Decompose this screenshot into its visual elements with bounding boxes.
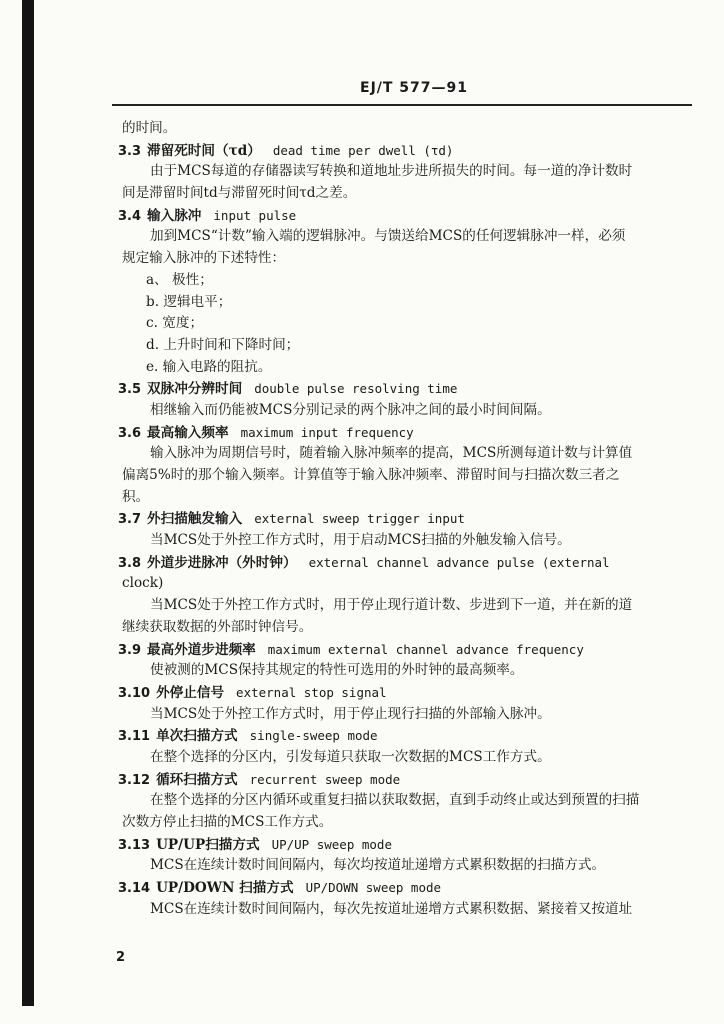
term-chinese: 最高外道步进频率 — [147, 641, 256, 658]
term-english: maximum input frequency — [240, 424, 414, 440]
term-english: external stop signal — [236, 684, 387, 700]
paragraph-line: 输入脉冲为周期信号时，随着输入脉冲频率的提高，MCS所测每道计数与计算值 — [150, 445, 633, 462]
term-english: dead time per dwell (τd) — [272, 142, 454, 158]
term-heading — [118, 877, 688, 899]
term-chinese: 滞留死时间（τd） — [147, 142, 261, 159]
term-heading — [118, 552, 688, 574]
term-english: recurrent sweep mode — [249, 771, 401, 787]
paragraph-line: MCS在连续计数时间间隔内，每次先按道址递增方式累积数据、紧接着又按道址 — [150, 900, 633, 917]
term-heading — [118, 508, 688, 530]
header-rule — [112, 104, 692, 106]
list-item: c. 宽度； — [146, 315, 204, 332]
paragraph-line: 相继输入而仍能被MCS分别记录的两个脉冲之间的最小时间间隔。 — [150, 401, 551, 418]
term-chinese: UP/DOWN 扫描方式 — [156, 880, 294, 897]
term-number: 3.12 — [118, 772, 151, 788]
term-chinese: 输入脉冲 — [147, 207, 202, 224]
term-number: 3.9 — [118, 642, 142, 658]
list-item: a、 极性； — [146, 271, 213, 288]
standard-code: EJ/T 577—91 — [360, 80, 469, 96]
paragraph-line: MCS在连续计数时间间隔内，每次均按道址递增方式累积数据的扫描方式。 — [150, 857, 606, 874]
term-heading — [118, 422, 688, 444]
term-english: UP/DOWN sweep mode — [305, 880, 442, 896]
term-chinese: 单次扫描方式 — [156, 728, 238, 745]
term-chinese: 外扫描触发输入 — [147, 511, 243, 528]
term-english: UP/UP sweep mode — [271, 836, 392, 852]
term-heading — [118, 769, 688, 791]
paragraph-line: 的时间。 — [122, 120, 177, 136]
list-item: d. 上升时间和下降时间； — [146, 336, 300, 353]
term-english: single-sweep mode — [249, 728, 378, 744]
term-number: 3.4 — [118, 208, 142, 224]
term-number: 3.8 — [118, 555, 142, 571]
paragraph-line: 在整个选择的分区内循环或重复扫描以获取数据，直到手动终止或达到预置的扫描 — [150, 792, 640, 809]
binding-edge — [22, 0, 34, 1006]
term-chinese: 外停止信号 — [156, 684, 225, 701]
term-number: 3.5 — [118, 382, 142, 398]
term-chinese: UP/UP扫描方式 — [156, 836, 260, 853]
paragraph-line: 偏离5%时的那个输入频率。计算值等于输入脉冲频率、滞留时间与扫描次数三者之 — [122, 467, 620, 483]
term-heading — [118, 725, 688, 747]
paragraph-line: 间是滞留时间td与滞留死时间τd之差。 — [122, 185, 357, 202]
term-number: 3.6 — [118, 425, 142, 441]
document-body — [118, 118, 688, 920]
term-number: 3.11 — [118, 729, 151, 745]
paragraph-line: 使被测的MCS保持其规定的特性可选用的外时钟的最高频率。 — [150, 662, 524, 679]
term-english: maximum external channel advance frequency — [267, 641, 584, 657]
term-english: external sweep trigger input — [254, 511, 465, 527]
paragraph-line: 继续获取数据的外部时钟信号。 — [122, 618, 313, 635]
term-heading — [118, 140, 688, 162]
paragraph-line: 由于MCS每道的存储器读写转换和道地址步进所损失的时间。每一道的净计数时 — [150, 163, 633, 180]
paragraph-line: 规定输入脉冲的下述特性： — [122, 250, 286, 267]
list-item: b. 逻辑电平； — [146, 293, 232, 310]
paragraph-line: 当MCS处于外控工作方式时，用于停止现行扫描的外部输入脉冲。 — [150, 705, 551, 722]
page-header — [0, 80, 724, 110]
paragraph-line: clock) — [122, 575, 164, 592]
page-number: 2 — [116, 950, 126, 965]
term-heading — [118, 639, 688, 661]
term-heading — [118, 682, 688, 704]
paragraph-line: 在整个选择的分区内，引发每道只获取一次数据的MCS工作方式。 — [150, 748, 551, 765]
paragraph-line: 加到MCS“计数”输入端的逻辑脉冲。与馈送给MCS的任何逻辑脉冲一样，必须 — [150, 228, 626, 245]
term-number: 3.3 — [118, 143, 142, 159]
term-heading — [118, 834, 688, 856]
term-chinese: 双脉冲分辨时间 — [147, 381, 243, 398]
term-chinese: 最高输入频率 — [147, 424, 229, 441]
list-item: e. 输入电路的阻抗。 — [146, 358, 272, 375]
paragraph-line: 当MCS处于外控工作方式时，用于停止现行道计数、步进到下一道，并在新的道 — [150, 597, 633, 614]
term-english: external channel advance pulse (external — [308, 554, 610, 570]
paragraph-line: 次数方停止扫描的MCS工作方式。 — [122, 814, 333, 830]
term-heading — [118, 378, 688, 400]
term-number: 3.10 — [118, 685, 151, 701]
term-heading — [118, 205, 688, 227]
term-number: 3.14 — [118, 881, 151, 897]
term-chinese: 外道步进脉冲（外时钟） — [147, 554, 297, 571]
paragraph-line: 当MCS处于外控工作方式时，用于启动MCS扫描的外触发输入信号。 — [150, 532, 571, 549]
term-number: 3.7 — [118, 512, 142, 528]
term-english: input pulse — [213, 207, 297, 223]
term-chinese: 循环扫描方式 — [156, 771, 238, 788]
term-number: 3.13 — [118, 837, 151, 853]
paragraph-line: 积。 — [122, 488, 150, 505]
term-english: double pulse resolving time — [254, 381, 458, 397]
